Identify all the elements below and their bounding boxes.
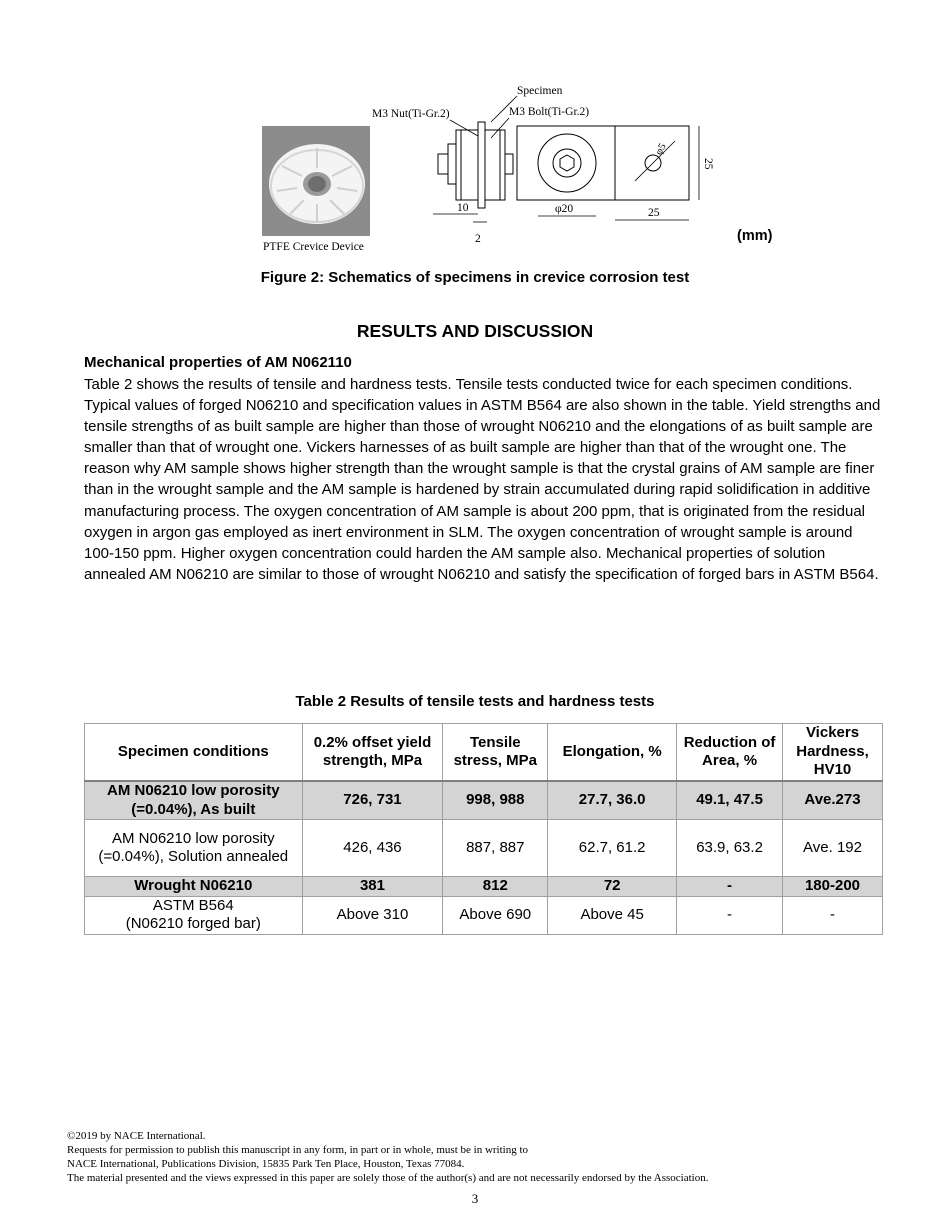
header-specimen: Specimen conditions <box>85 724 303 782</box>
table-row <box>85 877 883 897</box>
label-specimen: Specimen <box>517 85 563 97</box>
units-label: (mm) <box>737 228 773 244</box>
cell-elongation: 62.7, 61.2 <box>548 820 677 877</box>
cell-reduction: - <box>677 896 783 934</box>
cell-tensile: Above 690 <box>443 896 548 934</box>
cell-specimen: AM N06210 low porosity (=0.04%), Solution annealed <box>85 820 303 877</box>
dim-phi5: φ5 <box>653 141 669 157</box>
dim-25-vertical: 25 <box>702 158 714 170</box>
cell-reduction: - <box>677 877 783 897</box>
footer-permission: Requests for permission to publish this manuscript in any form, in part or in whole, must be in writing to <box>67 1144 529 1156</box>
cell-elongation: Above 45 <box>548 896 677 934</box>
footer-disclaimer: The material presented and the views expressed in this paper are solely those of the author(s) and are not necessarily endorsed by the Association. <box>67 1172 709 1184</box>
table-row <box>85 820 883 877</box>
cell-specimen-line1: ASTM B564 <box>152 896 234 914</box>
cell-tensile: 998, 988 <box>443 781 548 820</box>
body-paragraph: Table 2 shows the results of tensile and hardness tests. Tensile tests conducted twice for each specimen conditions. Typical values of forged N06210 and specification values in ASTM B564 are also shown in the table. Yield strengths and tensile strengths of as built sample are higher than those of wrought N06210 and the elongations of as built sample are smaller than that of wrought one. Vickers harnesses of as built sample are higher than that of the wrought one. The reason why AM sample shows higher strength than the wrought sample is that the crystal grains of AM sample are finer than in the wrought sample and the AM sample is hardened by strain accumulated during rapid solidification in additive manufacturing process. The oxygen concentration of AM sample is about 200 ppm, that is originated from the residual oxygen in argon gas employed as inert environment in SLM. The oxygen concentration of wrought sample is around 100-150 ppm. Higher oxygen concentration could harden the AM sample also. Mechanical properties of solution annealed AM N06210 are similar to those of wrought N06210 and satisfy the specification of forged bars in ASTM B564. <box>84 376 881 583</box>
cell-yield: 426, 436 <box>302 820 443 877</box>
label-nut: M3 Nut(Ti-Gr.2) <box>372 108 450 120</box>
cell-reduction: 63.9, 63.2 <box>677 820 783 877</box>
page-number: 3 <box>471 1191 479 1206</box>
dim-phi20: φ20 <box>555 203 574 215</box>
cell-elongation: 72 <box>548 877 677 897</box>
cell-hardness: Ave. 192 <box>783 820 883 877</box>
cell-hardness: - <box>783 896 883 934</box>
crevice-specimen-schematic <box>255 78 785 260</box>
cell-hardness: 180-200 <box>783 877 883 897</box>
cell-yield: 381 <box>302 877 443 897</box>
header-yield: 0.2% offset yield strength, MPa <box>302 724 443 782</box>
table-header-row <box>85 724 883 782</box>
footer-copyright: ©2019 by NACE International. <box>67 1130 206 1142</box>
dim-2: 2 <box>475 233 481 245</box>
cell-tensile: 812 <box>443 877 548 897</box>
table-row <box>85 896 883 934</box>
cell-specimen: Wrought N06210 <box>85 877 303 897</box>
footer-address: NACE International, Publications Division, 15835 Park Ten Place, Houston, Texas 77084. <box>67 1158 465 1170</box>
photo-caption: PTFE Crevice Device <box>263 241 364 253</box>
figure-caption: Figure 2: Schematics of specimens in crevice corrosion test <box>260 269 690 286</box>
section-heading: RESULTS AND DISCUSSION <box>356 321 594 341</box>
header-hardness: Vickers Hardness, HV10 <box>783 724 883 782</box>
cell-elongation: 27.7, 36.0 <box>548 781 677 820</box>
results-table <box>84 723 883 935</box>
subheading: Mechanical properties of AM N062110 <box>84 354 352 371</box>
cell-specimen: AM N06210 low porosity (=0.04%), As built <box>85 781 303 820</box>
table-caption: Table 2 Results of tensile tests and hardness tests <box>295 693 655 710</box>
dim-10: 10 <box>457 202 469 214</box>
cell-reduction: 49.1, 47.5 <box>677 781 783 820</box>
cell-yield: Above 310 <box>302 896 443 934</box>
footer <box>67 1129 708 1185</box>
dim-25-horizontal: 25 <box>648 207 660 219</box>
header-reduction: Reduction of Area, % <box>677 724 783 782</box>
cell-tensile: 887, 887 <box>443 820 548 877</box>
header-elongation: Elongation, % <box>548 724 677 782</box>
label-bolt: M3 Bolt(Ti-Gr.2) <box>509 106 590 118</box>
cell-yield: 726, 731 <box>302 781 443 820</box>
cell-specimen-line2: (N06210 forged bar) <box>125 915 261 932</box>
figure-2 <box>255 78 785 260</box>
cell-hardness: Ave.273 <box>783 781 883 820</box>
cell-specimen <box>85 896 303 934</box>
header-tensile: Tensile stress, MPa <box>443 724 548 782</box>
table-row <box>85 781 883 820</box>
